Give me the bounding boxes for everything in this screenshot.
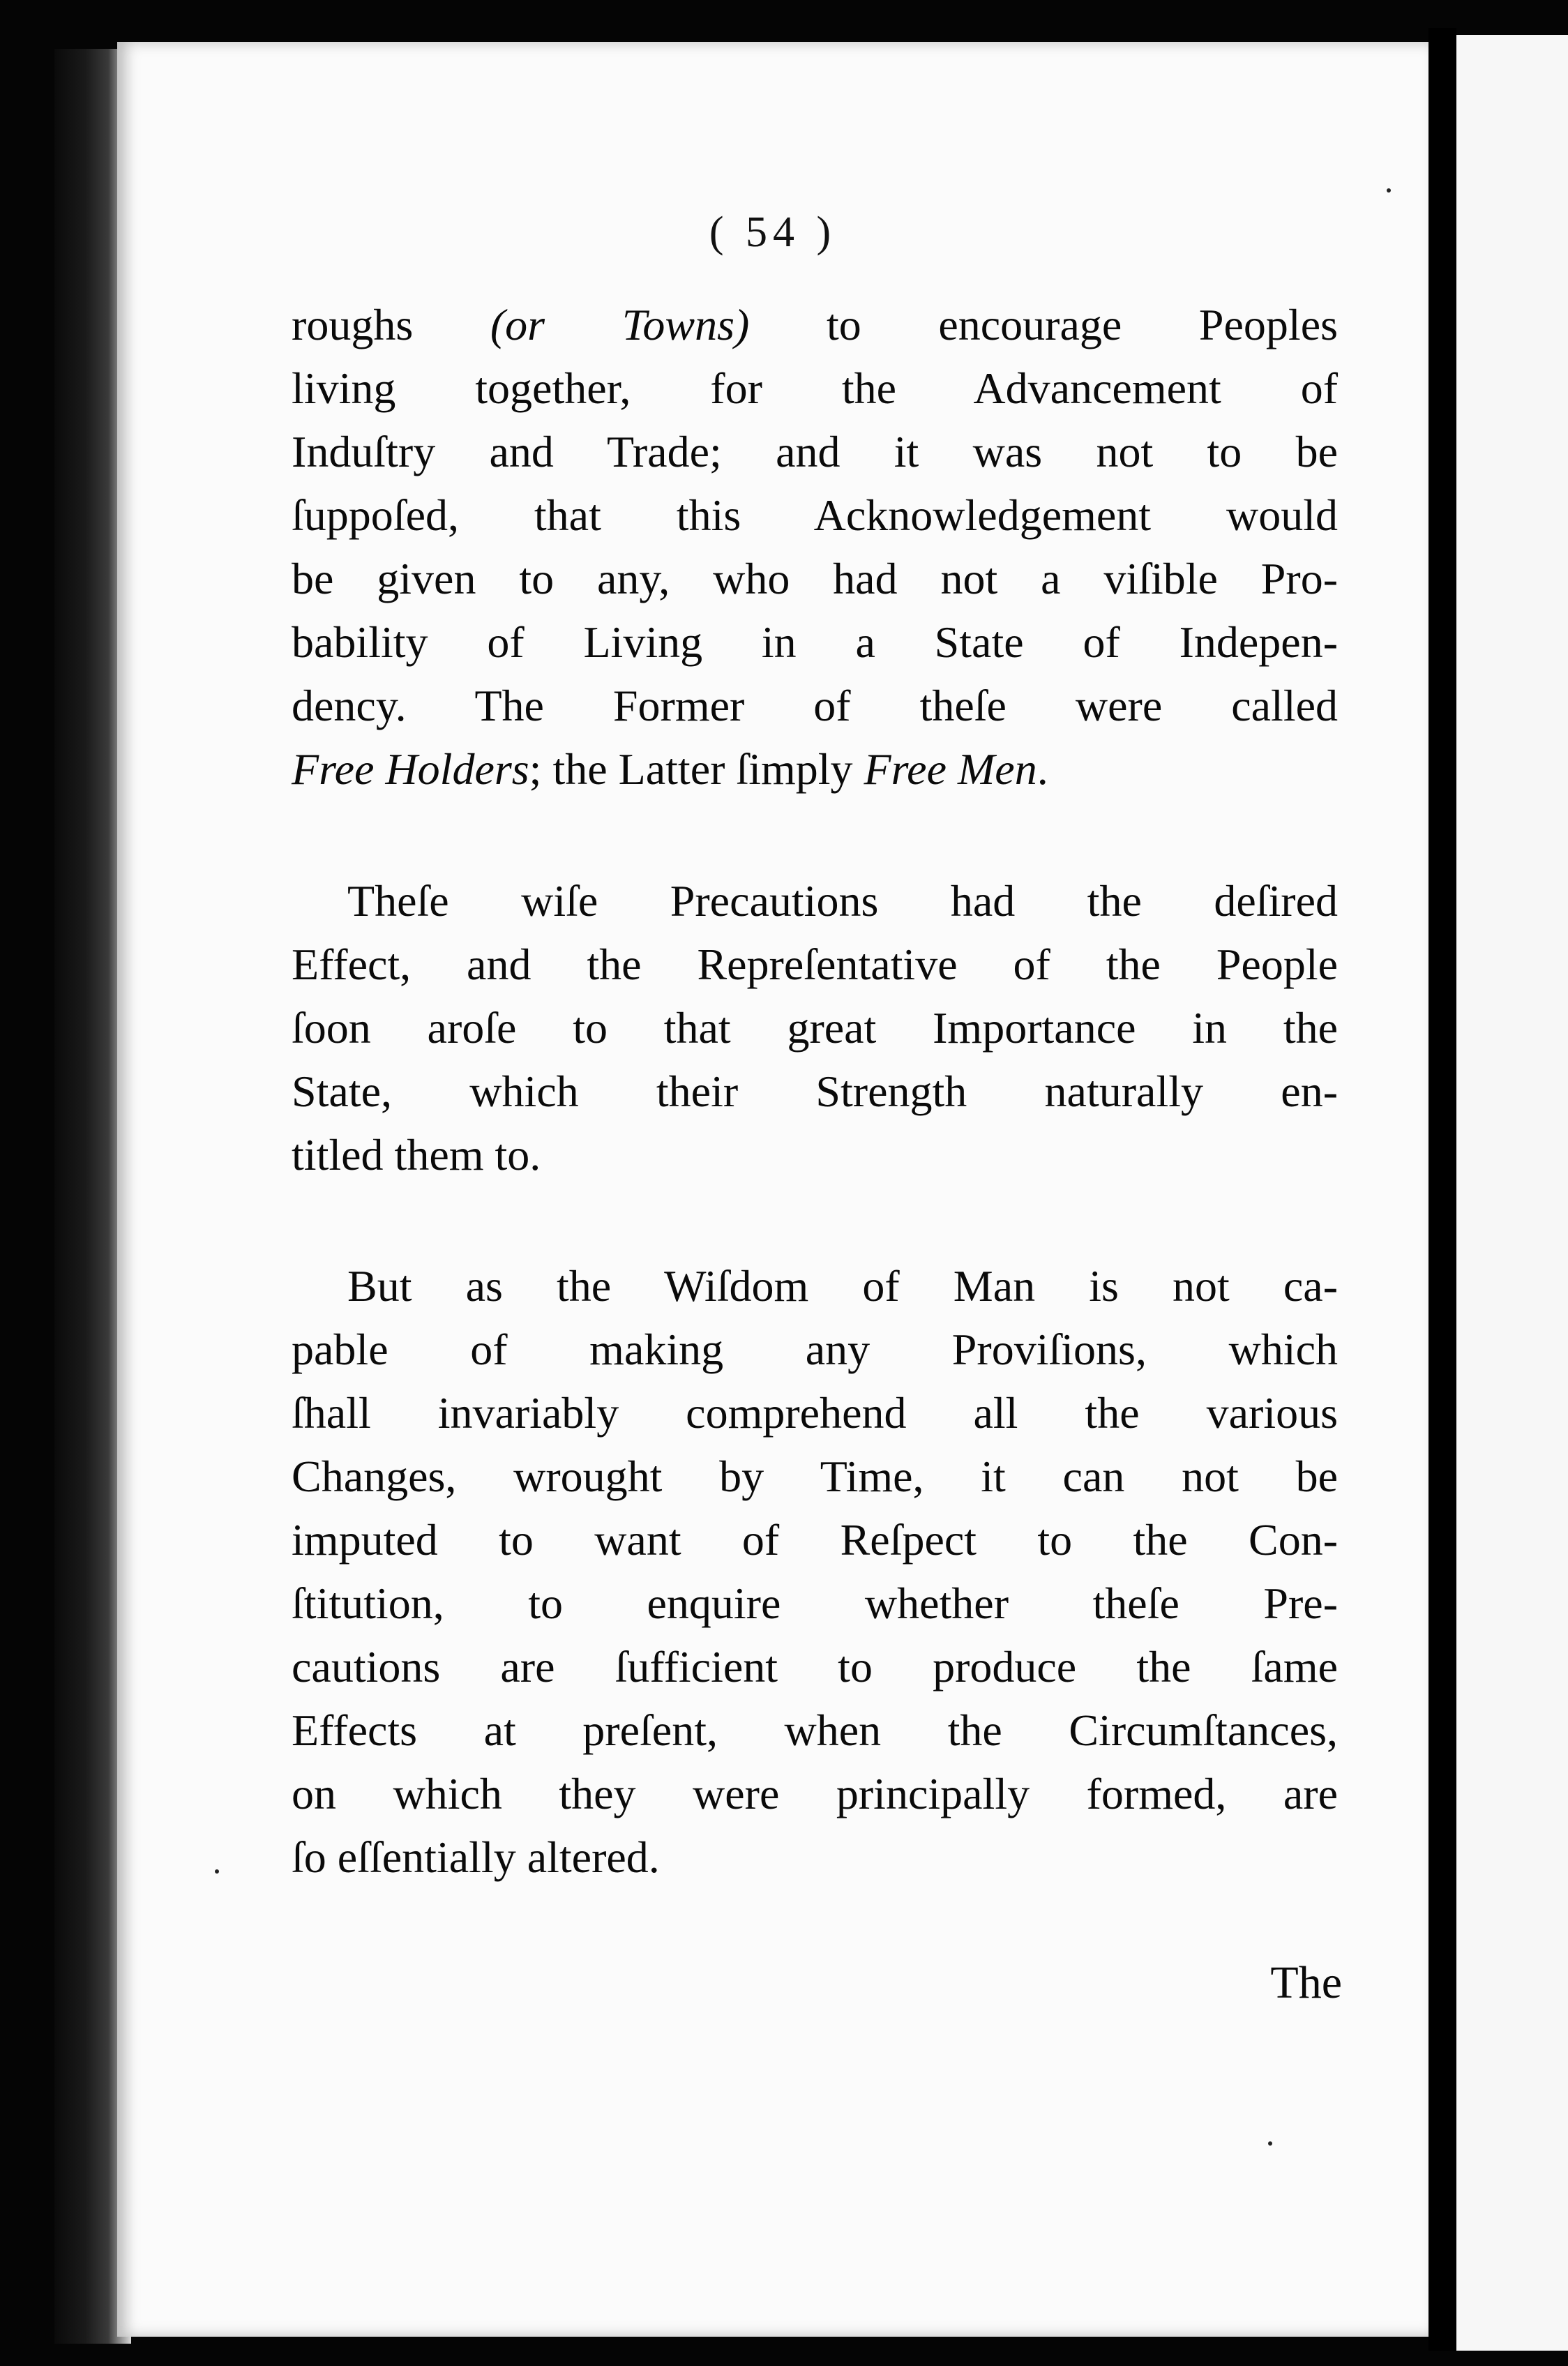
text-line: Theſe wiſe Precautions had the deſired	[347, 876, 1338, 926]
text-line: titled them to.	[292, 1130, 541, 1180]
text-line: pable of making any Proviſions, which	[292, 1325, 1338, 1374]
book-page	[117, 42, 1428, 2337]
text-line: Effect, and the Repreſentative of the People	[292, 940, 1338, 989]
ink-speck	[1387, 188, 1391, 193]
text-line: cautions are ſufficient to produce the ſame	[292, 1642, 1338, 1691]
text-line: ſhall invariably comprehend all the various	[292, 1388, 1338, 1438]
text-line: ſtitution, to enquire whether theſe Pre-	[292, 1578, 1338, 1628]
catchword: The	[1270, 1957, 1342, 2008]
text-line: be given to any, who had not a viſible Pro-	[292, 554, 1338, 603]
italic-phrase: (or Towns)	[490, 300, 750, 349]
paragraph-2	[292, 869, 1338, 1186]
text-line: roughs (or Towns) to encourage Peoples	[292, 300, 1338, 349]
text-line: dency. The Former of theſe were called	[292, 681, 1338, 730]
facing-page-edge	[1456, 35, 1568, 2351]
ink-speck	[1268, 2141, 1272, 2146]
paragraph-1	[292, 293, 1338, 801]
text-line: ſoon aroſe to that great Importance in the	[292, 1003, 1338, 1053]
text-line: Effects at preſent, when the Circumſtances,	[292, 1705, 1338, 1755]
text-line: Changes, wrought by Time, it can not be	[292, 1452, 1338, 1501]
text-line: imputed to want of Reſpect to the Con-	[292, 1515, 1338, 1565]
text-line: Free Holders; the Latter ſimply Free Men.	[292, 744, 1048, 794]
italic-phrase: Free Men	[864, 744, 1037, 794]
text-line: ſuppoſed, that this Acknowledgement would	[292, 490, 1338, 540]
text-line: living together, for the Advancement of	[292, 363, 1338, 413]
text-line: on which they were principally formed, are	[292, 1769, 1338, 1818]
page-edge-shadow	[1428, 28, 1456, 2351]
text-line: bability of Living in a State of Indepen-	[292, 617, 1338, 667]
text-line: But as the Wiſdom of Man is not ca-	[347, 1261, 1338, 1311]
paragraph-3	[292, 1254, 1338, 1889]
italic-phrase: Free Holders	[292, 744, 529, 794]
text-line: Induſtry and Trade; and it was not to be	[292, 427, 1338, 476]
page-number: ( 54 )	[709, 209, 837, 256]
text-line: ſo eſſentially altered.	[292, 1832, 660, 1882]
ink-speck	[215, 1869, 219, 1874]
text-line: State, which their Strength naturally en-	[292, 1067, 1338, 1116]
